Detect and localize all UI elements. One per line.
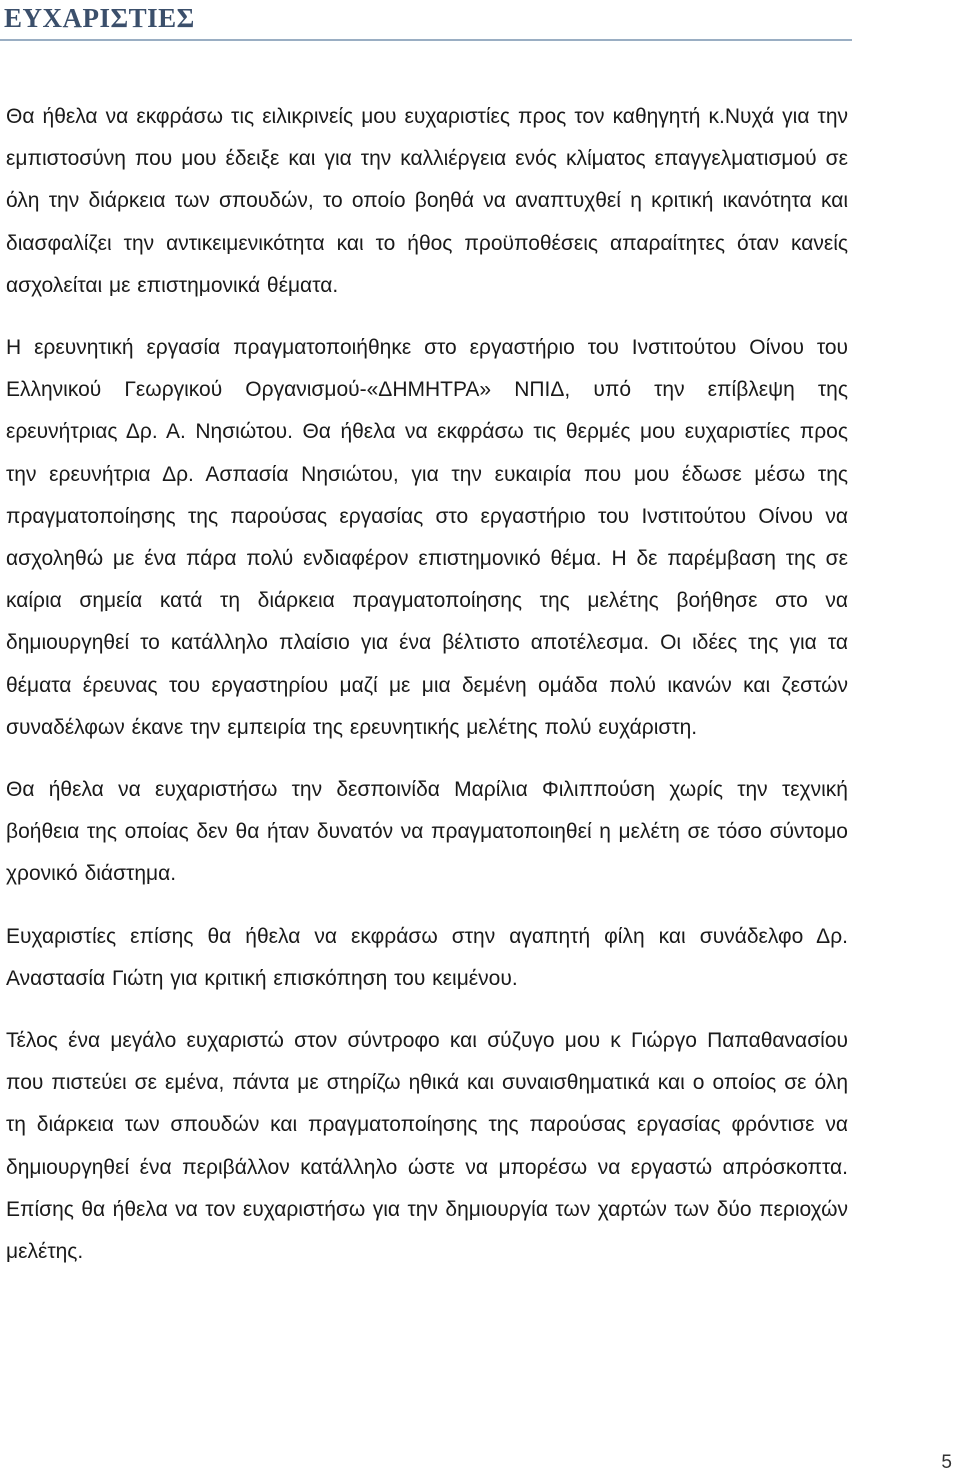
paragraph-2: Η ερευνητική εργασία πραγματοποιήθηκε στο εργαστήριο του Ινστιτούτου Οίνου του Ελληνικού Γεωργικού Οργανισμού-«ΔΗΜΗΤΡΑ» ΝΠΙΔ, υπό την επίβλεψη της ερευνήτριας Δρ. Α. Νησιώτου. Θα ήθελα να εκφράσω τις θερμές μου ευχαριστίες προς την ερευνήτρια Δρ. Ασπασία Νησιώτου, για την ευκαιρία που μου έδωσε μέσω της πραγματοποίησης της παρούσας εργασίας στο εργαστήριο του Ινστιτούτου Οίνου να ασχοληθώ με ένα πάρα πολύ ενδιαφέρον επιστημονικό θέμα. Η δε παρέμβαση της σε καίρια σημεία κατά τη διάρκεια πραγματοποίησης της μελέτης βοήθησε στο να δημιουργηθεί το κατάλληλο πλαίσιο για ένα βέλτιστο αποτέλεσμα. Οι ιδέες της για τα θέματα έρευνας του εργαστηρίου μαζί με μια δεμένη ομάδα πολύ ικανών και ζεστών συναδέλφων έκανε την εμπειρία της ερευνητικής μελέτης πολύ ευχάριστη. (6, 336, 848, 739)
body-text (6, 96, 848, 1293)
page-title: ΕΥΧΑΡΙΣΤΙΕΣ (4, 3, 195, 33)
paragraph-4: Ευχαριστίες επίσης θα ήθελα να εκφράσω στην αγαπητή φίλη και συνάδελφο Δρ. Αναστασία Γιώτη για κριτική επισκόπηση του κειμένου. (6, 924, 848, 990)
heading-underline (0, 39, 852, 41)
page-number: 5 (941, 1452, 952, 1473)
paragraph-5: Τέλος ένα μεγάλο ευχαριστώ στον σύντροφο και σύζυγο μου κ Γιώργο Παπαθανασίου που πιστεύει σε εμένα, πάντα με στηρίζω ηθικά και συναισθηματικά και ο οποίος σε όλη τη διάρκεια των σπουδών και πραγματοποίησης της παρούσας εργασίας φρόντισε να δημιουργηθεί ένα περιβάλλον κατάλληλο ώστε να μπορέσω να εργαστώ απρόσκοπτα. Επίσης θα ήθελα να τον ευχαριστήσω για την δημιουργία των χαρτών των δύο περιοχών μελέτης. (6, 1029, 848, 1264)
paragraph-3: Θα ήθελα να ευχαριστήσω την δεσποινίδα Μαρίλια Φιλιππούση χωρίς την τεχνική βοήθεια της οποίας δεν θα ήταν δυνατόν να πραγματοποιηθεί η μελέτη σε τόσο σύντομο χρονικό διάστημα. (6, 778, 848, 886)
paragraph-1: Θα ήθελα να εκφράσω τις ειλικρινείς μου ευχαριστίες προς τον καθηγητή κ.Νυχά για την εμπιστοσύνη που μου έδειξε και για την καλλιέργεια ενός κλίματος επαγγελματισμού σε όλη την διάρκεια των σπουδών, το οποίο βοηθά να αναπτυχθεί η κριτική ικανότητα και διασφαλίζει την αντικειμενικότητα και το ήθος προϋποθέσεις απαραίτητες όταν κανείς ασχολείται με επιστημονικά θέματα. (6, 105, 848, 297)
